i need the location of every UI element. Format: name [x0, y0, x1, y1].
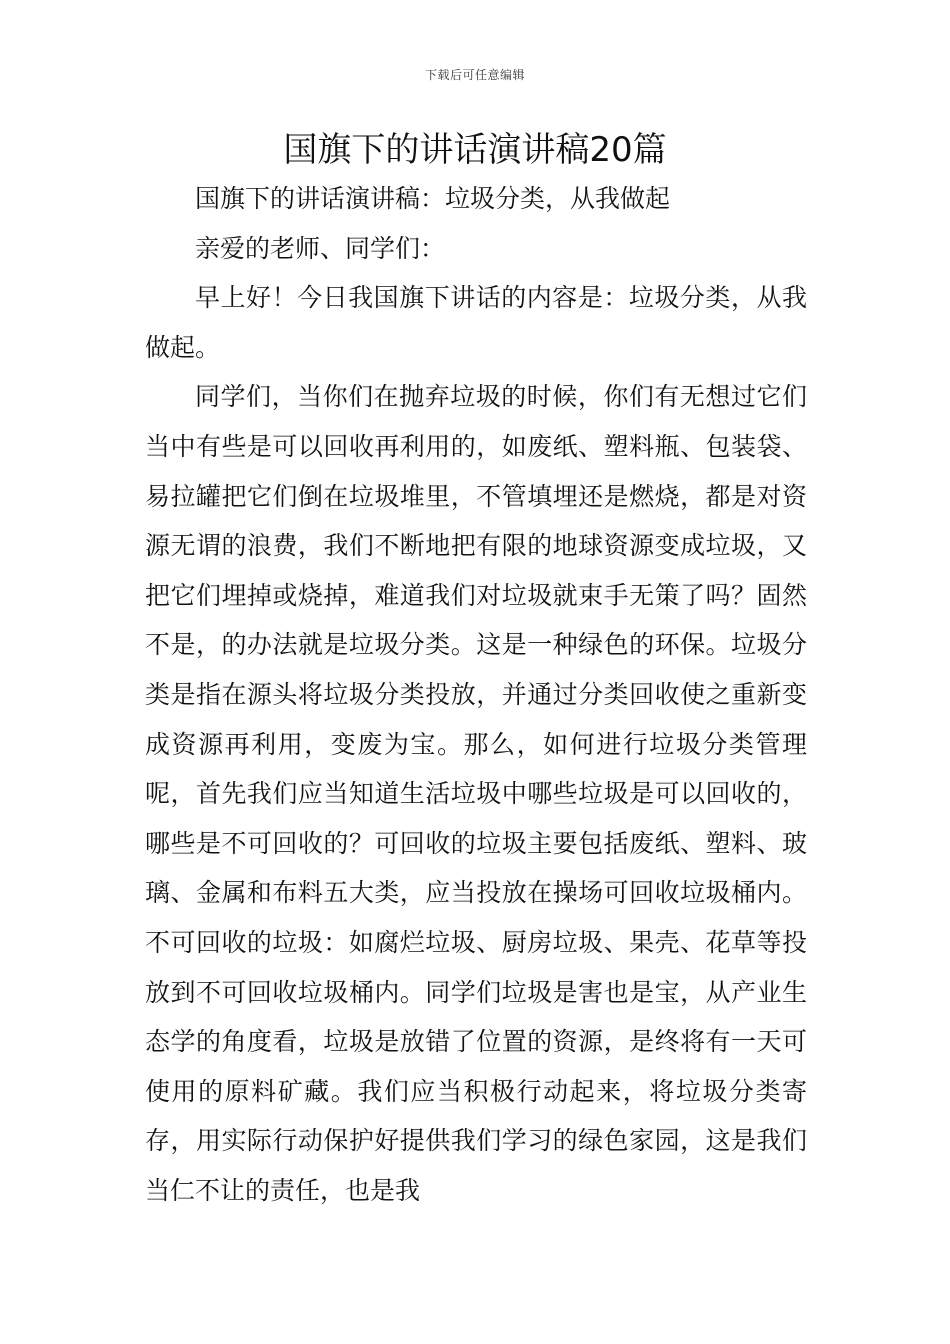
greeting-paragraph: 早上好！今日我国旗下讲话的内容是：垃圾分类，从我做起。 [145, 283, 807, 362]
header-note: 下载后可任意编辑 [424, 68, 525, 82]
document-body [145, 174, 807, 1215]
subtitle-paragraph: 国旗下的讲话演讲稿：垃圾分类，从我做起 [195, 184, 671, 213]
body-paragraph: 同学们，当你们在抛弃垃圾的时候，你们有无想过它们当中有些是可以回收再利用的，如废纸、塑料瓶、包装袋、易拉罐把它们倒在垃圾堆里，不管填埋还是燃烧，都是对资源无谓的浪费，我们不断地把有限的地球资源变成垃圾，又把它们埋掉或烧掉，难道我们对垃圾就束手无策了吗？固然不是，的办法就是垃圾分类。这是一种绿色的环保。垃圾分类是指在源头将垃圾分类投放，并通过分类回收使之重新变成资源再利用，变废为宝。那么，如何进行垃圾分类管理呢，首先我们应当知道生活垃圾中哪些垃圾是可以回收的，哪些是不可回收的？可回收的垃圾主要包括废纸、塑料、玻璃、金属和布料五大类，应当投放在操场可回收垃圾桶内。不可回收的垃圾：如腐烂垃圾、厨房垃圾、果壳、花草等投放到不可回收垃圾桶内。同学们垃圾是害也是宝，从产业生态学的角度看，垃圾是放错了位置的资源，是终将有一天可使用的原料矿藏。我们应当积极行动起来，将垃圾分类寄存，用实际行动保护好提供我们学习的绿色家园，这是我们当仁不让的责任，也是我 [145, 382, 807, 1205]
salutation-paragraph: 亲爱的老师、同学们： [195, 233, 446, 263]
document-title: 国旗下的讲话演讲稿20篇 [283, 130, 667, 170]
